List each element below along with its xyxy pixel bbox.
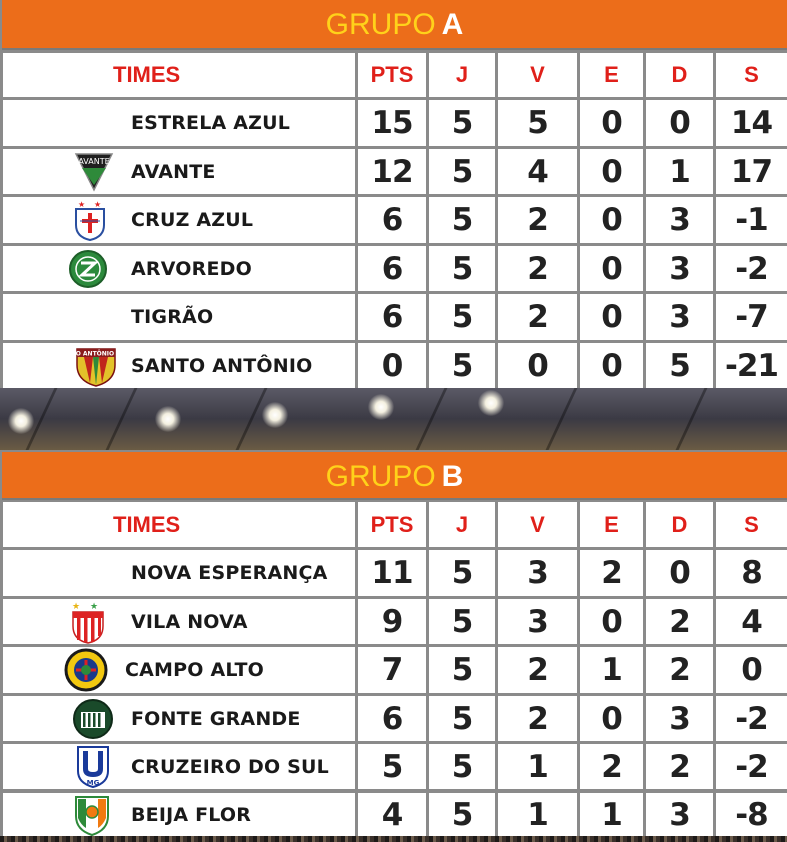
vila-nova-shield-icon: [68, 600, 108, 644]
stat-v: 1: [498, 793, 577, 836]
svg-text:★: ★: [90, 600, 99, 611]
team-name: CRUZ AZUL: [131, 209, 254, 231]
column-header-d: D: [646, 502, 713, 547]
stat-j: 5: [429, 744, 495, 789]
stat-j: 5: [429, 550, 495, 596]
column-header-s: S: [716, 53, 787, 97]
group-a-letter: A: [441, 8, 464, 41]
svg-text:MG: MG: [86, 778, 100, 787]
fonte-grande-badge-icon: [72, 698, 114, 740]
team-cell: [3, 599, 355, 644]
team-cell: [3, 647, 355, 693]
team-name: TIGRÃO: [131, 306, 214, 328]
stat-d: 1: [646, 149, 713, 194]
column-header-times: TIMES: [3, 502, 355, 547]
stat-pts: 6: [358, 294, 426, 340]
stat-pts: 15: [358, 100, 426, 146]
stadium-light-icon: [262, 402, 288, 428]
stat-d: 3: [646, 197, 713, 243]
column-header-e: E: [580, 502, 643, 547]
stat-j: 5: [429, 696, 495, 741]
stat-pts: 5: [358, 744, 426, 789]
svg-text:★: ★: [78, 200, 86, 209]
column-header-j: J: [429, 502, 495, 547]
stat-e: 0: [580, 599, 643, 644]
group-b-banner: [2, 452, 787, 500]
stat-e: 2: [580, 550, 643, 596]
column-header-j: J: [429, 53, 495, 97]
stat-v: 1: [498, 744, 577, 789]
team-cell: [3, 793, 355, 836]
team-cell: [3, 100, 355, 146]
stat-j: 5: [429, 294, 495, 340]
stat-v: 4: [498, 149, 577, 194]
stat-s: 8: [716, 550, 787, 596]
cruzeiro-do-sul-shield-icon: [74, 745, 112, 789]
team-name: NOVA ESPERANÇA: [131, 562, 328, 584]
stat-e: 0: [580, 149, 643, 194]
stadium-light-icon: [368, 394, 394, 420]
stadium-lights-photo: [0, 388, 787, 450]
group-b-letter: B: [441, 460, 464, 493]
stat-j: 5: [429, 793, 495, 836]
svg-text:★: ★: [72, 600, 81, 611]
stat-pts: 6: [358, 197, 426, 243]
stat-pts: 4: [358, 793, 426, 836]
team-name: CRUZEIRO DO SUL: [131, 755, 329, 778]
stat-e: 1: [580, 793, 643, 836]
stat-d: 3: [646, 294, 713, 340]
stat-d: 0: [646, 100, 713, 146]
team-cell: [3, 744, 355, 789]
team-name: SANTO ANTÔNIO: [131, 354, 313, 377]
team-cell: [3, 343, 355, 388]
team-name: AVANTE: [131, 160, 216, 183]
stat-j: 5: [429, 149, 495, 194]
stat-pts: 12: [358, 149, 426, 194]
team-cell: [3, 550, 355, 596]
stat-j: 5: [429, 647, 495, 693]
stat-j: 5: [429, 100, 495, 146]
stadium-light-icon: [8, 408, 34, 434]
stadium-light-icon: [478, 390, 504, 416]
beija-flor-shield-icon: [72, 794, 112, 836]
stat-v: 3: [498, 550, 577, 596]
stat-e: 0: [580, 246, 643, 291]
stat-v: 2: [498, 246, 577, 291]
team-name: CAMPO ALTO: [125, 659, 265, 681]
santo-antonio-shield-icon: [67, 345, 125, 387]
stat-d: 2: [646, 744, 713, 789]
stat-v: 5: [498, 100, 577, 146]
group-a-banner: [2, 0, 787, 50]
column-header-s: S: [716, 502, 787, 547]
stat-s: 4: [716, 599, 787, 644]
stat-d: 3: [646, 246, 713, 291]
stat-d: 5: [646, 343, 713, 388]
team-name: ESTRELA AZUL: [131, 112, 291, 134]
stat-e: 0: [580, 100, 643, 146]
group-a-table: [0, 0, 787, 388]
crowd-strip: [0, 836, 787, 842]
stat-pts: 0: [358, 343, 426, 388]
stat-s: -21: [716, 343, 787, 388]
stat-v: 2: [498, 647, 577, 693]
group-b-title: GRUPO: [325, 460, 436, 493]
stat-s: -2: [716, 696, 787, 741]
stat-e: 0: [580, 343, 643, 388]
column-header-pts: PTS: [358, 53, 426, 97]
team-cell: [3, 246, 355, 291]
stadium-light-icon: [155, 406, 181, 432]
stat-pts: 9: [358, 599, 426, 644]
stat-e: 1: [580, 647, 643, 693]
stat-j: 5: [429, 343, 495, 388]
column-header-times: TIMES: [3, 53, 355, 97]
column-header-d: D: [646, 53, 713, 97]
team-name: VILA NOVA: [131, 610, 248, 633]
stat-d: 2: [646, 647, 713, 693]
stat-pts: 6: [358, 696, 426, 741]
group-b-table: [0, 450, 787, 836]
arvoredo-badge-icon: [68, 249, 108, 289]
group-a-title: GRUPO: [325, 8, 436, 41]
column-header-pts: PTS: [358, 502, 426, 547]
stat-s: -1: [716, 197, 787, 243]
stat-s: 14: [716, 100, 787, 146]
campo-alto-badge-icon: [64, 648, 108, 692]
stat-e: 0: [580, 696, 643, 741]
column-header-e: E: [580, 53, 643, 97]
stat-v: 2: [498, 294, 577, 340]
stat-s: -8: [716, 793, 787, 836]
stat-s: 0: [716, 647, 787, 693]
cruz-azul-shield-icon: [72, 199, 108, 241]
stat-d: 3: [646, 696, 713, 741]
stat-v: 3: [498, 599, 577, 644]
stat-pts: 7: [358, 647, 426, 693]
stat-v: 2: [498, 197, 577, 243]
svg-text:STO ANTÔNIO FC: STO ANTÔNIO FC: [67, 350, 125, 357]
column-header-v: V: [498, 502, 577, 547]
stat-e: 0: [580, 197, 643, 243]
stat-e: 2: [580, 744, 643, 789]
stat-pts: 11: [358, 550, 426, 596]
stat-s: -2: [716, 744, 787, 789]
stat-s: -7: [716, 294, 787, 340]
stat-v: 2: [498, 696, 577, 741]
stat-s: -2: [716, 246, 787, 291]
stat-d: 2: [646, 599, 713, 644]
stat-s: 17: [716, 149, 787, 194]
avante-crest-icon: [74, 152, 114, 192]
stat-d: 3: [646, 793, 713, 836]
stat-e: 0: [580, 294, 643, 340]
team-cell: [3, 197, 355, 243]
column-header-v: V: [498, 53, 577, 97]
stat-pts: 6: [358, 246, 426, 291]
team-cell: [3, 696, 355, 741]
stat-j: 5: [429, 599, 495, 644]
svg-text:★: ★: [94, 200, 102, 209]
team-cell: [3, 294, 355, 340]
team-cell: [3, 149, 355, 194]
svg-text:AVANTE: AVANTE: [78, 156, 110, 166]
stat-d: 0: [646, 550, 713, 596]
stat-j: 5: [429, 246, 495, 291]
team-name: ARVOREDO: [131, 257, 252, 280]
stat-j: 5: [429, 197, 495, 243]
team-name: FONTE GRANDE: [131, 707, 301, 730]
team-name: BEIJA FLOR: [131, 803, 252, 826]
stat-v: 0: [498, 343, 577, 388]
